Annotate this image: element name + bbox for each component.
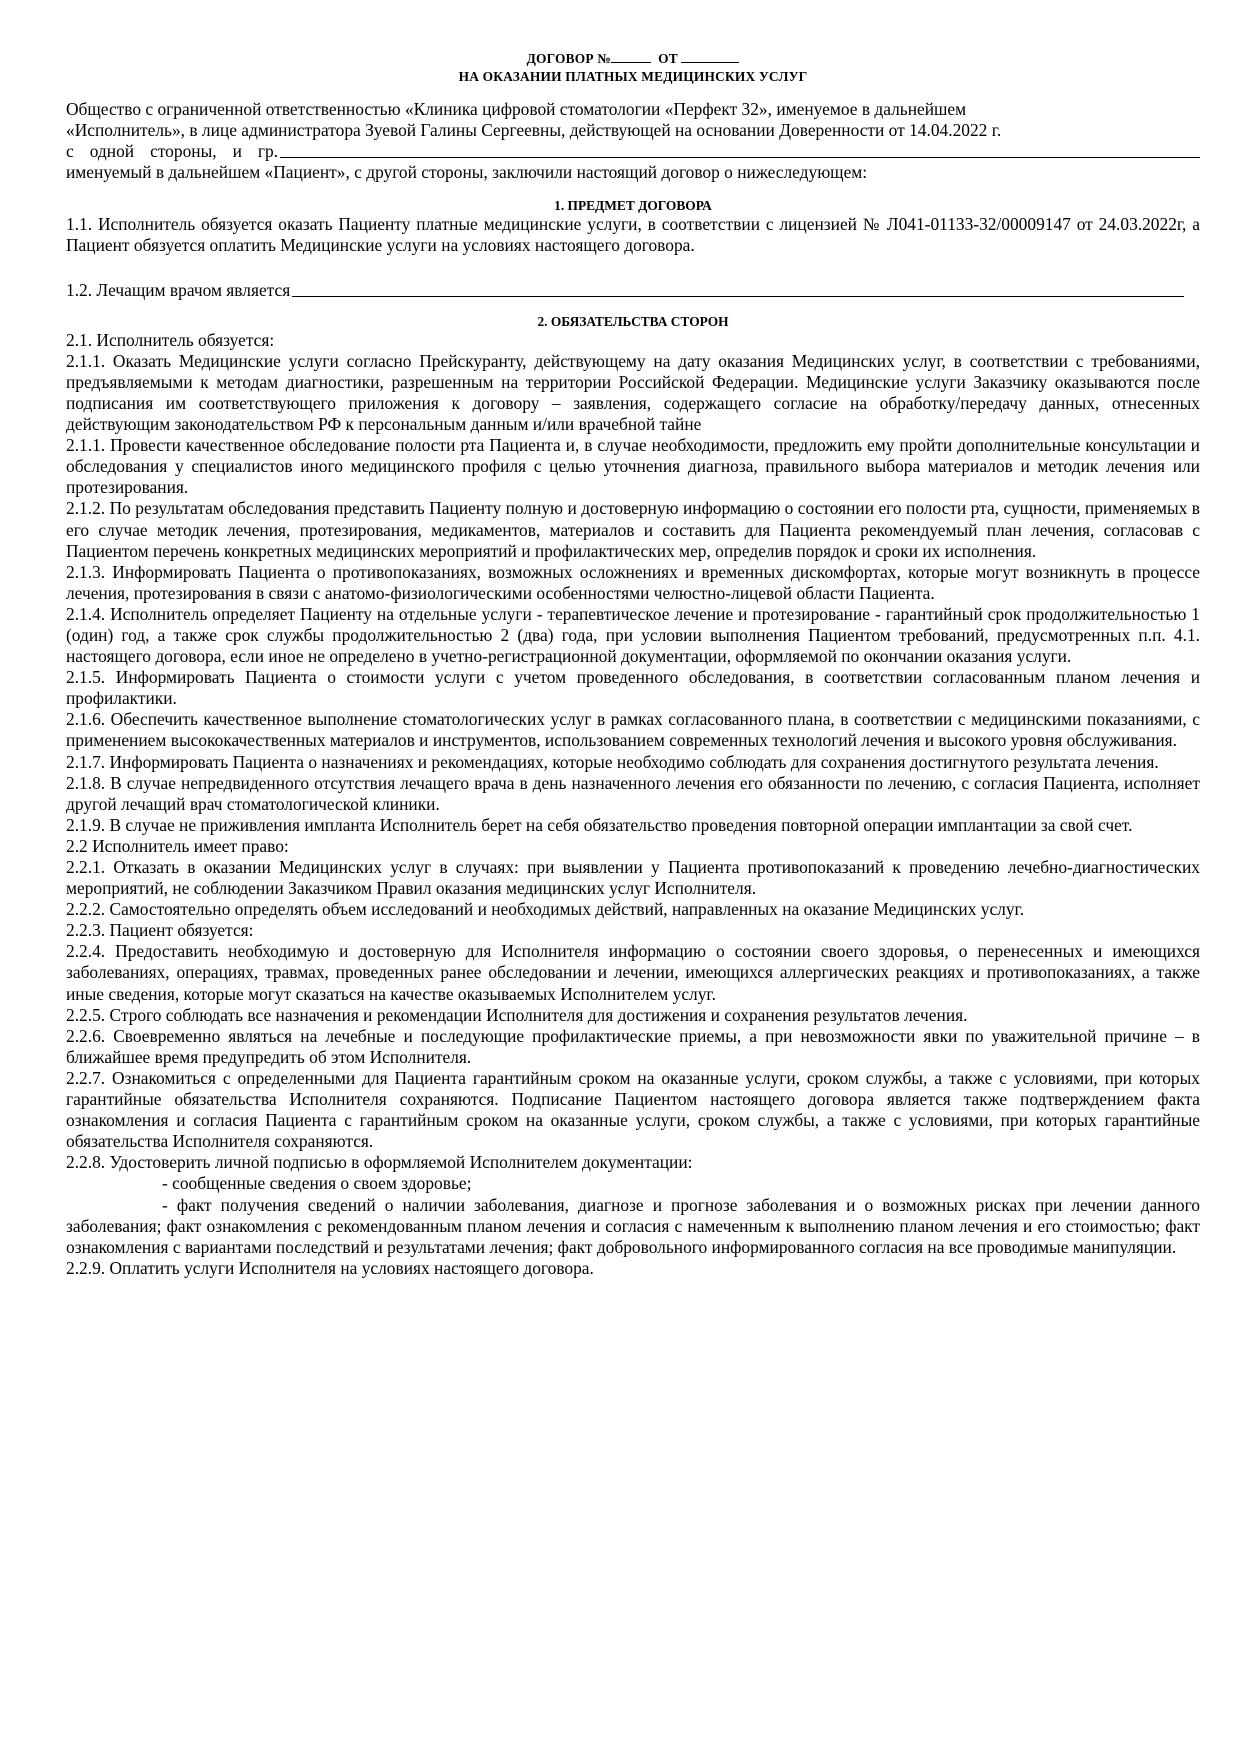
clause-2-1-8: 2.1.8. В случае непредвиденного отсутствия лечащего врача в день назначенного лечения его обязанности по лечению, с согласия Пациента, исполняет другой лечащий врач стоматологической клиники. [66,772,1200,814]
clause-2-1-6: 2.1.6. Обеспечить качественное выполнение стоматологических услуг в рамках согласованного плана, в соответствии с медицинскими показаниями, с применением высококачественных материалов и инструментов, использованием современных технологий лечения и высокого уровня обслуживания. [66,709,1200,751]
intro-line-1: Общество с ограниченной ответственностью «Клиника цифровой стоматологии «Перфект 32», именуемое в дальнейшем [66,99,967,119]
clause-2-2-5: 2.2.5. Строго соблюдать все назначения и рекомендации Исполнителя для достижения и сохранения результатов лечения. [66,1004,968,1025]
clause-2-2-4: 2.2.4. Предоставить необходимую и достоверную для Исполнителя информацию о состоянии своего здоровья, о перенесенных и имеющихся заболеваниях, операциях, травмах, проведенных ранее обследовании и лечении, имеющихся аллергических реакциях и противопоказаниях, а также иные сведения, которые могут сказаться на качестве оказываемых Исполнителем услуг. [66,941,1200,1004]
clause-2-2-8-bullet-2: - факт получения сведений о наличии заболевания, диагнозе и прогнозе заболевания и о возможных рисках при лечении данного заболевания; факт ознакомления с рекомендованным планом лечения и согласия с намеченным к выполнению планом лечения и его стоимостью; факт ознакомления с вариантами последствий и результатами лечения; факт добровольного информированного согласия на все проводимые манипуляции. [66,1194,1200,1257]
intro-word: с [66,141,74,162]
clause-2-2-8: 2.2.8. Удостоверить личной подписью в оформляемой Исполнителем документации: [66,1152,693,1173]
clause-2-1-2: 2.1.2. По результатам обследования представить Пациенту полную и достоверную информацию о состоянии его полости рта, сущности, применяемых в его случае методик лечения, протезирования, медикаментов, материалов и составить для Пациента рекомендуемый план лечения, согласовав с Пациентом перечень конкретных медицинских мероприятий и профилактических мер, определив порядок и сроки их исполнения. [66,498,1200,561]
clause-2-2-9: 2.2.9. Оплатить услуги Исполнителя на условиях настоящего договора. [66,1257,594,1278]
clause-2-2-8-bullet-1: - сообщенные сведения о своем здоровье; [162,1173,472,1194]
contract-date-blank [681,48,739,63]
spacer [66,257,1200,280]
contract-title-from: ОТ [658,51,678,66]
intro-word: и [232,141,242,162]
intro-word: одной [89,141,135,162]
clause-2-2-1: 2.2.1. Отказать в оказании Медицинских услуг в случаях: при выявлении у Пациента противопоказаний к проведению лечебно-диагностических мероприятий, не соблюдении Заказчиком Правил оказания медицинских услуг Исполнителя. [66,857,1200,899]
intro-line-3-text [66,141,278,162]
clause-2-1-5: 2.1.5. Информировать Пациента о стоимости услуги с учетом проведенного обследования, в соответствии согласованным планом лечения и профилактики. [66,667,1200,709]
clause-2-1-9: 2.1.9. В случае не приживления импланта Исполнитель берет на себя обязательство проведения повторной операции имплантации за свой счет. [66,814,1133,835]
contract-number-blank [611,48,651,63]
clause-1-2-text: 1.2. Лечащим врачом является [66,279,291,300]
contract-title-prefix: ДОГОВОР № [526,51,611,66]
clause-2-1-3: 2.1.3. Информировать Пациента о противопоказаниях, возможных осложнениях и временных дискомфортах, которые могут возникнуть в процессе лечения, протезирования в связи с анатомо-физиологическими особенностями челюстно-лицевой области Пациента. [66,561,1200,603]
doctor-name-blank [292,296,1184,297]
clause-1-2 [66,280,1184,301]
clause-2-2-3: 2.2.3. Пациент обязуется: [66,920,254,941]
intro-block [66,99,1200,183]
section-1-title: 1. ПРЕДМЕТ ДОГОВОРА [554,198,712,214]
contract-subtitle: НА ОКАЗАНИИ ПЛАТНЫХ МЕДИЦИНСКИХ УСЛУГ [458,69,808,84]
clause-1-1: 1.1. Исполнитель обязуется оказать Пациенту платные медицинские услуги, в соответствии с лицензией № Л041-01133-32/00009147 от 24.03.2022г, а Пациент обязуется оплатить Медицинские услуги на условиях настоящего договора. [66,214,1200,256]
clause-2-1: 2.1. Исполнитель обязуется: [66,329,275,350]
clause-2-1-1: 2.1.1. Оказать Медицинские услуги согласно Прейскуранту, действующему на дату оказания Медицинских услуг, в соответствии с требованиями, предъявляемыми к методам диагностики, разрешенным на территории Российской Федерации. Медицинские услуги Заказчику оказываются после подписания им соответствующего приложения к договору – заявления, содержащего согласие на обработку/передачу данных, отнесенных действующим законодательством РФ к персональным данным и/или врачебной тайне [66,350,1200,435]
clause-2-2-7: 2.2.7. Ознакомиться с определенными для Пациента гарантийным сроком на оказанные услуги, сроком службы, а также с условиями, при которых гарантийные обязательства Исполнителя сохраняются. Подписание Пациентом настоящего договора является также подтверждением факта ознакомления и согласия Пациента с гарантийным сроком на оказанные услуги, сроком службы, а также с условиями, при которых гарантийные обязательства Исполнителя сохраняются. [66,1067,1200,1152]
contract-title [66,48,1200,68]
clause-2-1-1b: 2.1.1. Провести качественное обследование полости рта Пациента и, в случае необходимости, предложить ему пройти дополнительные консультации и обследования у специалистов иного медицинского профиля с целью уточнения диагноза, правильного выбора материалов и методик лечения или протезирования. [66,435,1200,498]
patient-name-blank [280,157,1200,158]
intro-word: гр. [257,141,279,162]
intro-line-4: именуемый в дальнейшем «Пациент», с другой стороны, заключили настоящий договор о нижеследующем: [66,162,868,183]
clause-2-2-2: 2.2.2. Самостоятельно определять объем исследований и необходимых действий, направленных на оказание Медицинских услуг. [66,899,1025,920]
section-2-body [66,330,1200,1279]
section-2-title: 2. ОБЯЗАТЕЛЬСТВА СТОРОН [537,313,729,329]
clause-2-1-7: 2.1.7. Информировать Пациента о назначениях и рекомендациях, которые необходимо соблюдать для сохранения достигнутого результата лечения. [66,751,1159,772]
intro-line-3 [66,141,1200,162]
intro-word: стороны, [150,141,217,162]
clause-2-1-4: 2.1.4. Исполнитель определяет Пациенту на отдельные услуги - терапевтическое лечение и протезирование - гарантийный срок продолжительностью 1 (один) год, а также срок службы продолжительностью 2 (два) года, при условии выполнения Пациентом требований, предусмотренных п.п. 4.1. настоящего договора, если иное не определено в учетно-регистрационной документации, оформляемой по окончании оказания услуги. [66,603,1200,667]
clause-2-2: 2.2 Исполнитель имеет право: [66,835,289,856]
clause-2-2-6: 2.2.6. Своевременно являться на лечебные и последующие профилактические приемы, а при невозможности явки по уважительной причине – в ближайшее время предупредить об этом Исполнителя. [66,1025,1200,1067]
intro-line-2: «Исполнитель», в лице администратора Зуевой Галины Сергеевны, действующей на основании Доверенности от 14.04.2022 г. [66,120,1002,141]
